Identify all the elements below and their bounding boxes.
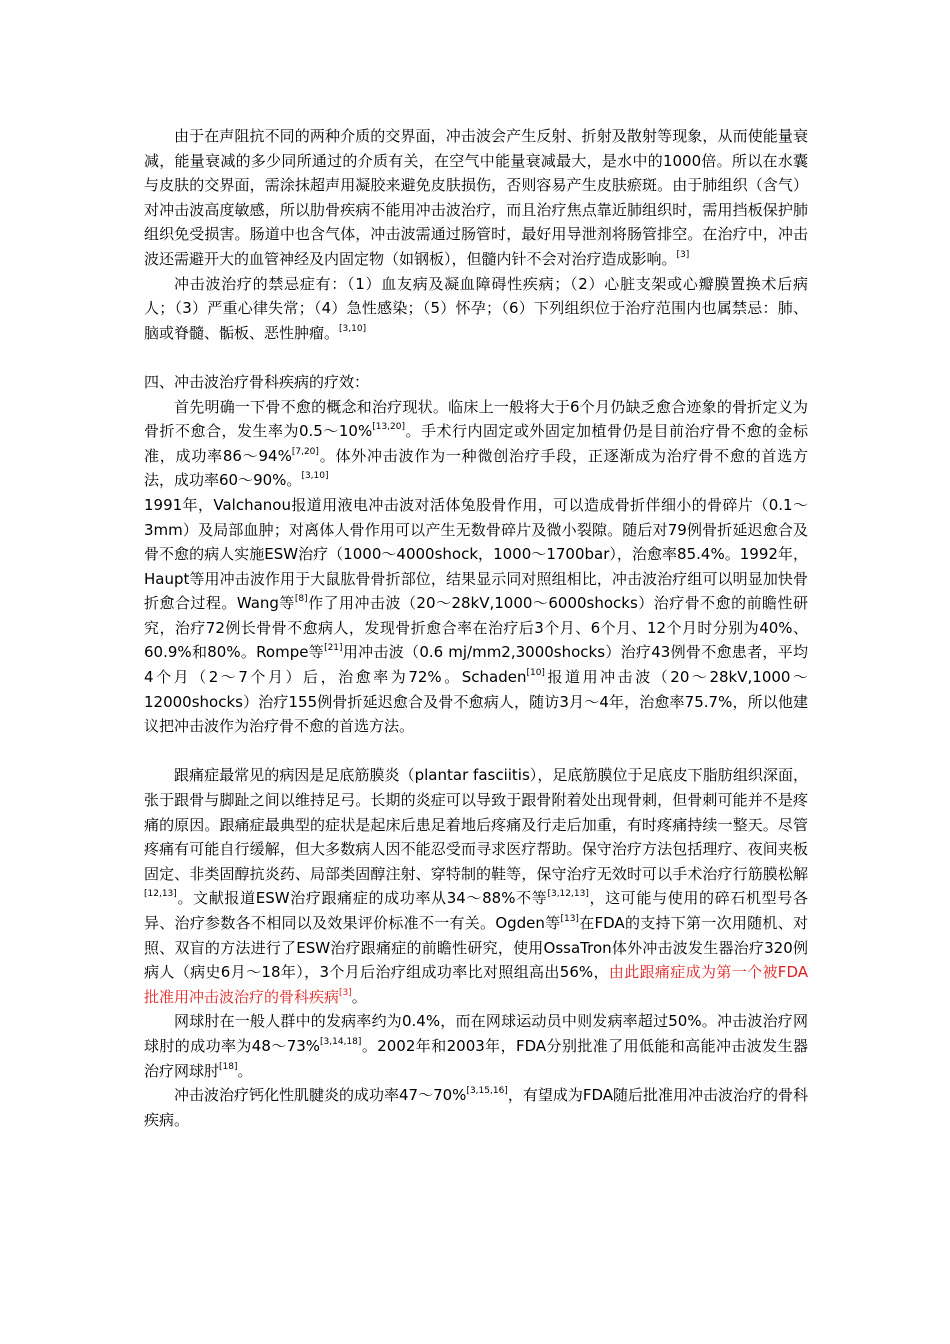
citation: [3,14,18]	[320, 1036, 362, 1047]
paragraph-acoustic-interface: 由于在声阻抗不同的两种介质的交界面，冲击波会产生反射、折射及散射等现象，从而使能量衰减，能量衰减的多少同所通过的介质有关，在空气中能量衰减最大，是水中的1000倍。所以在水囊与皮肤的交界面，需涂抹超声用凝胶来避免皮肤损伤，否则容易产生皮肤瘀斑。由于肺组织（含气）对冲击波高度敏感，所以肋骨疾病不能用冲击波治疗，而且治疗焦点靠近肺组织时，需用挡板保护肺组织免受损害。肠道中也含气体，冲击波需通过肠管时，最好用导泄剂将肠管排空。在治疗中，冲击波还需避开大的血管神经及内固定物（如钢板），但髓内针不会对治疗造成影响。[3]	[144, 127, 808, 268]
paragraph-tennis-elbow: 网球肘在一般人群中的发病率约为0.4%，而在网球运动员中则发病率超过50%。冲击波治疗网球肘的成功率为48～73%[3,14,18]。2002年和2003年，FDA分别批准了用低能和高能冲击波发生器治疗网球肘[18]。	[144, 1012, 808, 1080]
paragraph-nonunion-studies: 1991年，Valchanou报道用液电冲击波对活体兔股骨作用，可以造成骨折伴细小的骨碎片（0.1～3mm）及局部血肿；对离体人骨作用可以产生无数骨碎片及微小裂隙。随后对79例骨折延迟愈合及骨不愈的病人实施ESW治疗（1000～4000shock，1000～1700bar），治愈率85.4%。1992年，Haupt等用冲击波作用于大鼠肱骨骨折部位，结果显示同对照组相比，冲击波治疗组可以明显加快骨折愈合过程。Wang等[8]作了用冲击波（20～28kV,1000～6000shocks）治疗骨不愈的前瞻性研究，治疗72例长骨骨不愈病人，发现骨折愈合率在治疗后3个月、6个月、12个月时分别为40%、60.9%和80%。Rompe等[21]用冲击波（0.6 mj/mm2,3000shocks）治疗43例骨不愈患者，平均4个月（2～7个月）后，治愈率为72%。Schaden[10]报道用冲击波（20～28kV,1000～12000shocks）治疗155例骨折延迟愈合及骨不愈病人，随访3月～4年，治愈率75.7%，所以他建议把冲击波作为治疗骨不愈的首选方法。	[144, 495, 809, 736]
citation: [13]	[560, 914, 579, 924]
citation: [13,20]	[372, 422, 405, 433]
highlighted-text: 由此跟痛症成为第一个被FDA批准用冲击波治疗的骨科疾病[3]	[144, 963, 808, 1006]
paragraph-spacer	[144, 345, 808, 370]
paragraph-spacer	[144, 739, 808, 764]
document-body	[144, 124, 808, 1132]
citation: [8]	[294, 594, 308, 605]
citation: [10]	[526, 668, 545, 679]
citation: [21]	[324, 643, 343, 654]
citation: [3,15,16]	[466, 1086, 508, 1097]
paragraph-heel-pain: 跟痛症最常见的病因是足底筋膜炎（plantar fasciitis），足底筋膜位于足底皮下脂肪组织深面，张于跟骨与脚趾之间以维持足弓。长期的炎症可以导致于跟骨附着处出现骨刺，但骨刺可能并不是疼痛的原因。跟痛症最典型的症状是起床后患足着地后疼痛及行走后加重，有时疼痛持续一整天。尽管疼痛有可能自行缓解，但大多数病人因不能忍受而寻求医疗帮助。保守治疗方法包括理疗、夜间夹板固定、非类固醇抗炎药、局部类固醇注射、穿特制的鞋等，保守治疗无效时可以手术治疗行筋膜松解[12,13]。文献报道ESW治疗跟痛症的成功率从34～88%不等[3,12,13]，这可能与使用的碎石机型号各异、治疗参数各不相同以及效果评价标准不一有关。Ogden等[13]在FDA的支持下第一次用随机、对照、双盲的方法进行了ESW治疗跟痛症的前瞻性研究，使用OssaTron体外冲击波发生器治疗320例病人（病史6月～18年），3个月后治疗组成功率比对照组高出56%，由此跟痛症成为第一个被FDA批准用冲击波治疗的骨科疾病[3]。	[144, 766, 808, 1006]
citation: [7,20]	[291, 446, 319, 457]
citation: [3,10]	[339, 323, 367, 334]
citation: [3,10]	[301, 471, 329, 482]
section-heading: 四、冲击波治疗骨科疾病的疗效：	[144, 372, 370, 391]
citation: [12,13]	[144, 889, 177, 900]
paragraph-contraindications: 冲击波治疗的禁忌症有：（1）血友病及凝血障碍性疾病；（2）心脏支架或心瓣膜置换术后病人；（3）严重心律失常；（4）急性感染；（5）怀孕；（6）下列组织位于治疗范围内也属禁忌：肺、脑或脊髓、骺板、恶性肿瘤。[3,10]	[144, 274, 808, 342]
citation: [3]	[676, 249, 690, 260]
citation: [18]	[219, 1061, 238, 1072]
citation: [3]	[339, 987, 352, 998]
paragraph-nonunion-intro: 首先明确一下骨不愈的概念和治疗现状。临床上一般将大于6个月仍缺乏愈合迹象的骨折定义为骨折不愈合，发生率为0.5～10%[13,20]。手术行内固定或外固定加植骨仍是目前治疗骨不愈的金标准，成功率86～94%[7,20]。体外冲击波作为一种微创治疗手段，正逐渐成为治疗骨不愈的首选方法，成功率60～90%。[3,10]	[144, 397, 808, 490]
citation: [3,12,13]	[547, 889, 589, 900]
paragraph-calcific-tendinitis: 冲击波治疗钙化性肌腱炎的成功率47～70%[3,15,16]，有望成为FDA随后批准用冲击波治疗的骨科疾病。	[144, 1086, 808, 1129]
